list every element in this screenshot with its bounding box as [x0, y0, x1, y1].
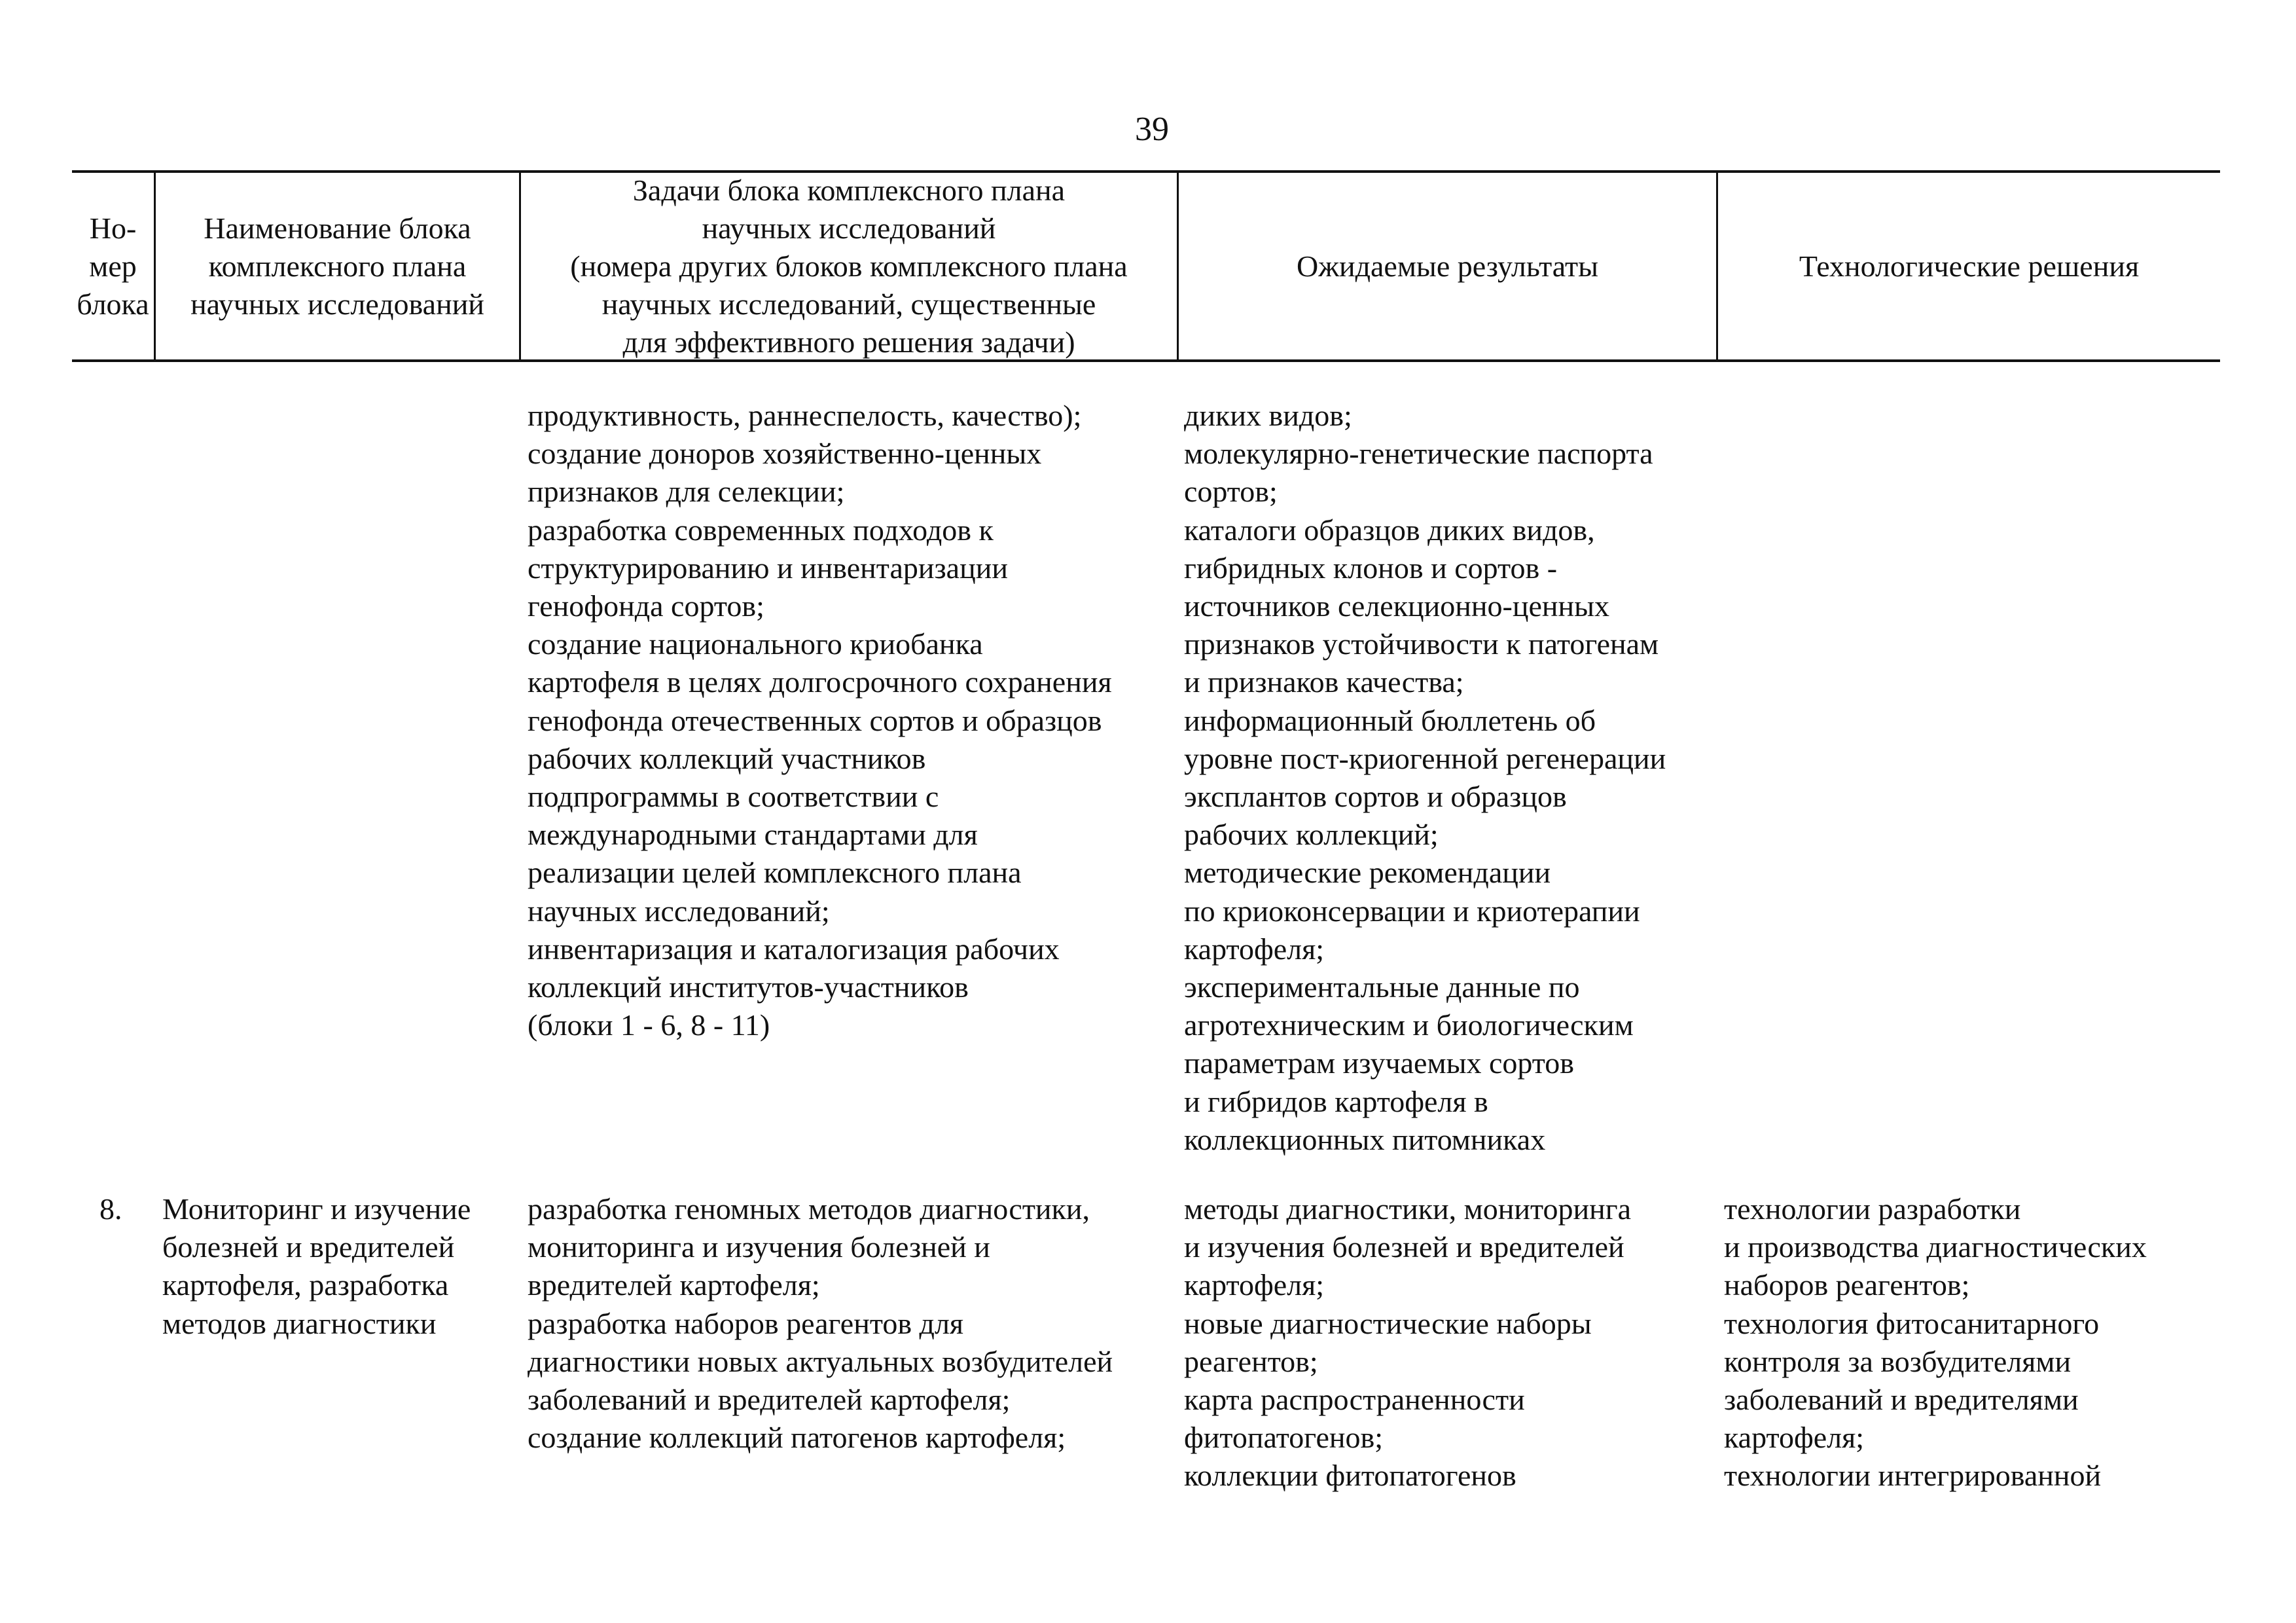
- header-results-text: Ожидаемые результаты: [1296, 249, 1599, 283]
- row-results: диких видов; молекулярно-генетические паспорта сортов; каталоги образцов диких видов, гибридных клонов и сортов - источников селекционно-ценных признаков устойчивости к патогенам и признаков качества; информационный бюллетень об уровне пост-криогенной регенерации эксплантов сортов и образцов рабочих коллекций; методические рекомендации по криоконсервации и криотерапии картофеля; экспериментальные данные по агротехническим и биологическим параметрам изучаемых сортов и гибридов картофеля в коллекционных питомниках: [1184, 399, 1666, 1156]
- row-number: 8.: [99, 1192, 122, 1226]
- header-name-text: Наименование блока комплексного плана научных исследований: [190, 211, 484, 321]
- header-results: [1179, 172, 1716, 361]
- row-tasks: продуктивность, раннеспелость, качество); создание доноров хозяйственно-ценных признаков для селекции; разработка современных подходов к структурированию и инвентаризации генофонда сортов; создание национального криобанка картофеля в целях долгосрочного сохранения генофонда отечественных сортов и образцов рабочих коллекций участников подпрограммы в соответствии с международными стандартами для реализации целей комплексного плана научных исследований; инвентаризация и каталогизация рабочих коллекций институтов-участников (блоки 1 - 6, 8 - 11): [528, 399, 1112, 1042]
- header-number-text: Но- мер блока: [77, 211, 149, 321]
- header-tasks-text: Задачи блока комплексного плана научных исследований (номера других блоков комплексного плана научных исследований, существенные для эффективного решения задачи): [570, 173, 1128, 359]
- header-tasks: [521, 172, 1177, 361]
- header-tech: [1718, 172, 2220, 361]
- header-tech-text: Технологические решения: [1799, 249, 2140, 283]
- row-tasks: разработка геномных методов диагностики, мониторинга и изучения болезней и вредителей картофеля; разработка наборов реагентов для диагностики новых актуальных возбудителей заболеваний и вредителей картофеля; создание коллекций патогенов картофеля;: [528, 1192, 1113, 1455]
- header-number: [72, 172, 154, 361]
- row-name: Мониторинг и изучение болезней и вредителей картофеля, разработка методов диагностики: [162, 1192, 471, 1340]
- row-tech: технологии разработки и производства диагностических наборов реагентов; технология фитосанитарного контроля за возбудителями заболеваний и вредителями картофеля; технологии интегрированной: [1724, 1192, 2147, 1493]
- row-results: методы диагностики, мониторинга и изучения болезней и вредителей картофеля; новые диагностические наборы реагентов; карта распространенности фитопатогенов; коллекции фитопатогенов: [1184, 1192, 1632, 1493]
- header-name: [156, 172, 519, 361]
- page-number: 39: [1135, 111, 1169, 148]
